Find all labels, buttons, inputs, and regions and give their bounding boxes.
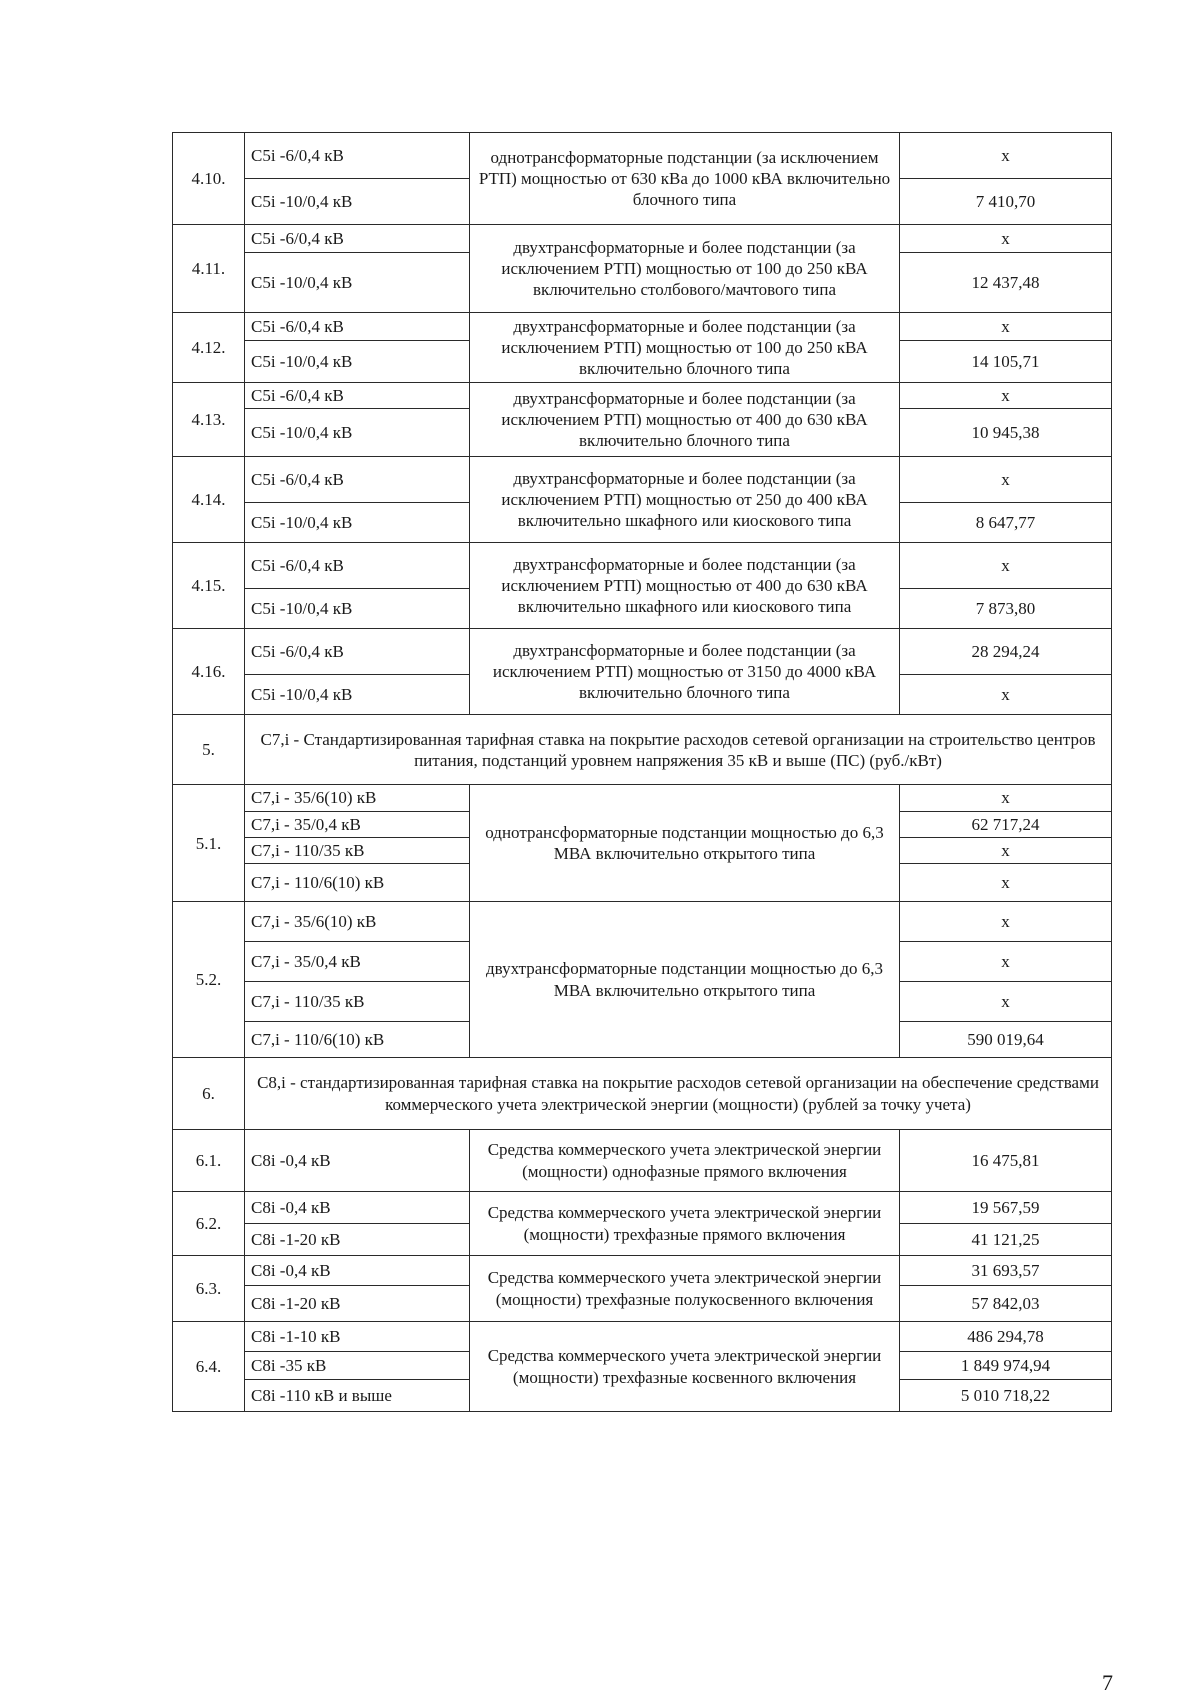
- rate-value: x: [900, 982, 1112, 1022]
- rate-value: x: [900, 313, 1112, 341]
- rate-value: x: [900, 785, 1112, 811]
- rate-value: x: [900, 837, 1112, 863]
- table-row: [173, 785, 1112, 811]
- rate-code: C7,i - 35/0,4 кВ: [245, 942, 470, 982]
- rate-description: двухтрансформаторные подстанции мощностью до 6,3 МВА включительно открытого типа: [470, 902, 900, 1058]
- rate-description: двухтрансформаторные и более подстанции (за исключением РТП) мощностью от 3150 до 4000 кВА включительно блочного типа: [470, 629, 900, 715]
- rate-description: двухтрансформаторные и более подстанции (за исключением РТП) мощностью от 100 до 250 кВА включительно блочного типа: [470, 313, 900, 383]
- row-number: 6.2.: [173, 1192, 245, 1256]
- table-row: [173, 225, 1112, 253]
- rate-description: двухтрансформаторные и более подстанции (за исключением РТП) мощностью от 250 до 400 кВА включительно шкафного или киоскового типа: [470, 457, 900, 543]
- rate-code: C7,i - 35/6(10) кВ: [245, 902, 470, 942]
- rate-code: C5i -10/0,4 кВ: [245, 675, 470, 715]
- rate-value: 19 567,59: [900, 1192, 1112, 1224]
- tariff-table-body: [173, 133, 1112, 1412]
- section-header-row: [173, 715, 1112, 785]
- rate-value: 590 019,64: [900, 1022, 1112, 1058]
- table-row: [173, 1322, 1112, 1352]
- rate-value: 28 294,24: [900, 629, 1112, 675]
- rate-value: 7 410,70: [900, 179, 1112, 225]
- table-row: [173, 313, 1112, 341]
- row-number: 5.: [173, 715, 245, 785]
- rate-code: C8i -35 кВ: [245, 1352, 470, 1380]
- row-number: 5.2.: [173, 902, 245, 1058]
- rate-code: C5i -6/0,4 кВ: [245, 543, 470, 589]
- row-number: 4.14.: [173, 457, 245, 543]
- rate-code: C7,i - 110/35 кВ: [245, 982, 470, 1022]
- rate-description: Средства коммерческого учета электрической энергии (мощности) однофазные прямого включения: [470, 1130, 900, 1192]
- table-row: [173, 543, 1112, 589]
- rate-description: двухтрансформаторные и более подстанции (за исключением РТП) мощностью от 400 до 630 кВА включительно шкафного или киоскового типа: [470, 543, 900, 629]
- rate-value: 12 437,48: [900, 253, 1112, 313]
- rate-description: двухтрансформаторные и более подстанции (за исключением РТП) мощностью от 400 до 630 кВА включительно блочного типа: [470, 383, 900, 457]
- rate-code: C5i -6/0,4 кВ: [245, 225, 470, 253]
- rate-value: 57 842,03: [900, 1286, 1112, 1322]
- rate-value: x: [900, 457, 1112, 503]
- row-number: 4.12.: [173, 313, 245, 383]
- rate-value: x: [900, 864, 1112, 902]
- section-header-row: [173, 1058, 1112, 1130]
- rate-value: 16 475,81: [900, 1130, 1112, 1192]
- table-row: [173, 1256, 1112, 1286]
- row-number: 6.: [173, 1058, 245, 1130]
- row-number: 5.1.: [173, 785, 245, 902]
- rate-code: C7,i - 35/6(10) кВ: [245, 785, 470, 811]
- table-row: [173, 902, 1112, 942]
- rate-value: 7 873,80: [900, 589, 1112, 629]
- row-number: 6.3.: [173, 1256, 245, 1322]
- rate-code: C7,i - 110/6(10) кВ: [245, 864, 470, 902]
- section-title: C8,i - стандартизированная тарифная ставка на покрытие расходов сетевой организации на обеспечение средствами коммерческого учета электрической энергии (мощности) (рублей за точку учета): [245, 1058, 1112, 1130]
- table-row: [173, 133, 1112, 179]
- tariff-table: [172, 132, 1112, 1412]
- rate-description: однотрансформаторные подстанции (за исключением РТП) мощностью от 630 кВа до 1000 кВА включительно блочного типа: [470, 133, 900, 225]
- row-number: 4.16.: [173, 629, 245, 715]
- rate-description: двухтрансформаторные и более подстанции (за исключением РТП) мощностью от 100 до 250 кВА включительно столбового/мачтового типа: [470, 225, 900, 313]
- table-row: [173, 629, 1112, 675]
- rate-code: C8i -0,4 кВ: [245, 1130, 470, 1192]
- rate-code: C5i -6/0,4 кВ: [245, 133, 470, 179]
- rate-code: C8i -1-20 кВ: [245, 1286, 470, 1322]
- row-number: 6.4.: [173, 1322, 245, 1412]
- rate-code: C5i -6/0,4 кВ: [245, 313, 470, 341]
- rate-code: C8i -0,4 кВ: [245, 1256, 470, 1286]
- row-number: 4.15.: [173, 543, 245, 629]
- row-number: 6.1.: [173, 1130, 245, 1192]
- row-number: 4.11.: [173, 225, 245, 313]
- rate-description: однотрансформаторные подстанции мощностью до 6,3 МВА включительно открытого типа: [470, 785, 900, 902]
- rate-code: C8i -110 кВ и выше: [245, 1380, 470, 1412]
- rate-code: C5i -10/0,4 кВ: [245, 253, 470, 313]
- rate-code: C7,i - 35/0,4 кВ: [245, 811, 470, 837]
- row-number: 4.13.: [173, 383, 245, 457]
- table-row: [173, 457, 1112, 503]
- rate-code: C5i -10/0,4 кВ: [245, 179, 470, 225]
- rate-code: C5i -10/0,4 кВ: [245, 503, 470, 543]
- rate-code: C5i -10/0,4 кВ: [245, 341, 470, 383]
- rate-value: 31 693,57: [900, 1256, 1112, 1286]
- rate-value: x: [900, 133, 1112, 179]
- rate-value: x: [900, 225, 1112, 253]
- rate-code: C8i -1-10 кВ: [245, 1322, 470, 1352]
- rate-description: Средства коммерческого учета электрической энергии (мощности) трехфазные полукосвенного включения: [470, 1256, 900, 1322]
- rate-value: 62 717,24: [900, 811, 1112, 837]
- rate-value: 41 121,25: [900, 1224, 1112, 1256]
- rate-value: x: [900, 902, 1112, 942]
- rate-code: C5i -6/0,4 кВ: [245, 383, 470, 409]
- rate-value: x: [900, 543, 1112, 589]
- table-row: [173, 383, 1112, 409]
- table-row: [173, 1130, 1112, 1192]
- rate-code: C5i -6/0,4 кВ: [245, 629, 470, 675]
- rate-value: 10 945,38: [900, 409, 1112, 457]
- section-title: C7,i - Стандартизированная тарифная ставка на покрытие расходов сетевой организации на строительство центров питания, подстанций уровнем напряжения 35 кВ и выше (ПС) (руб./кВт): [245, 715, 1112, 785]
- rate-description: Средства коммерческого учета электрической энергии (мощности) трехфазные косвенного включения: [470, 1322, 900, 1412]
- rate-code: C5i -10/0,4 кВ: [245, 409, 470, 457]
- rate-code: C5i -10/0,4 кВ: [245, 589, 470, 629]
- rate-code: C5i -6/0,4 кВ: [245, 457, 470, 503]
- rate-code: C7,i - 110/6(10) кВ: [245, 1022, 470, 1058]
- rate-value: 486 294,78: [900, 1322, 1112, 1352]
- rate-value: 5 010 718,22: [900, 1380, 1112, 1412]
- rate-value: x: [900, 675, 1112, 715]
- table-row: [173, 1192, 1112, 1224]
- rate-description: Средства коммерческого учета электрической энергии (мощности) трехфазные прямого включения: [470, 1192, 900, 1256]
- rate-value: 1 849 974,94: [900, 1352, 1112, 1380]
- rate-code: C8i -0,4 кВ: [245, 1192, 470, 1224]
- rate-value: x: [900, 383, 1112, 409]
- rate-value: 14 105,71: [900, 341, 1112, 383]
- rate-code: C8i -1-20 кВ: [245, 1224, 470, 1256]
- rate-value: x: [900, 942, 1112, 982]
- page-number: 7: [1102, 1670, 1113, 1695]
- rate-code: C7,i - 110/35 кВ: [245, 837, 470, 863]
- row-number: 4.10.: [173, 133, 245, 225]
- rate-value: 8 647,77: [900, 503, 1112, 543]
